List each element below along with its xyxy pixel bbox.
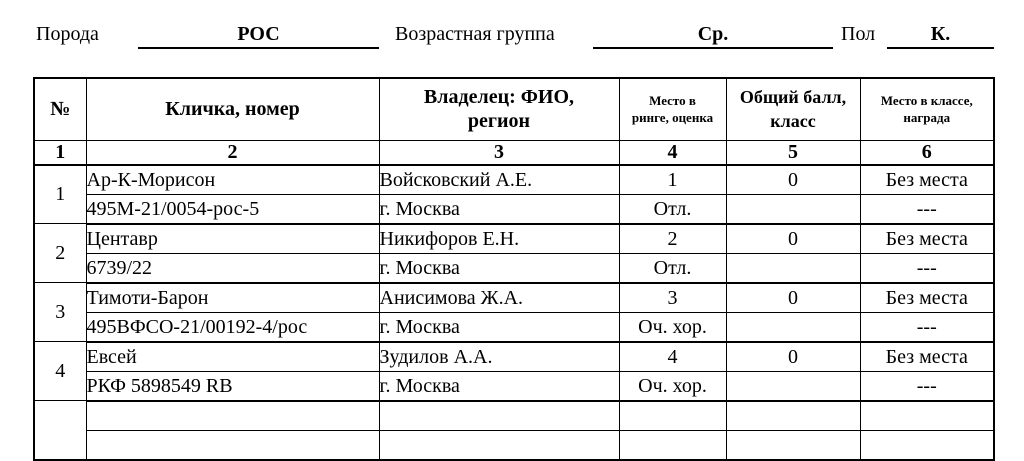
table-row bbox=[34, 283, 994, 313]
row-index: 1 bbox=[34, 165, 86, 224]
table-row bbox=[34, 342, 994, 372]
score-class bbox=[726, 194, 860, 224]
table-row bbox=[34, 253, 994, 283]
col-header-name: Кличка, номер bbox=[86, 78, 379, 140]
table-header-row bbox=[34, 78, 994, 140]
col-header-owner-line1: Владелец: ФИО, bbox=[423, 86, 575, 109]
col-number-5: 5 bbox=[726, 140, 860, 165]
dog-name: Евсей bbox=[86, 342, 379, 372]
empty-cell bbox=[379, 430, 619, 460]
column-number-row bbox=[34, 140, 994, 165]
col-header-class-place-line2: награда bbox=[903, 110, 951, 126]
table-row bbox=[34, 312, 994, 342]
form-header bbox=[0, 22, 1024, 52]
award: --- bbox=[860, 253, 994, 283]
row-index: 3 bbox=[34, 283, 86, 342]
age-group-value: Ср. bbox=[593, 22, 833, 49]
sex-label: Пол bbox=[841, 23, 876, 45]
total-score: 0 bbox=[726, 224, 860, 254]
col-header-score-line2: класс bbox=[770, 111, 816, 132]
empty-cell bbox=[86, 430, 379, 460]
table-row bbox=[34, 371, 994, 401]
owner-region: г. Москва bbox=[379, 194, 619, 224]
empty-cell bbox=[619, 430, 726, 460]
col-header-score bbox=[726, 78, 860, 140]
ring-place: 2 bbox=[619, 224, 726, 254]
ring-rating: Оч. хор. bbox=[619, 312, 726, 342]
col-header-index: № bbox=[34, 78, 86, 140]
col-header-ring-line1: Место в bbox=[649, 93, 696, 109]
owner-name: Анисимова Ж.А. bbox=[379, 283, 619, 313]
ring-rating: Отл. bbox=[619, 194, 726, 224]
score-class bbox=[726, 253, 860, 283]
ring-place: 1 bbox=[619, 165, 726, 195]
award: --- bbox=[860, 312, 994, 342]
empty-cell bbox=[860, 430, 994, 460]
score-class bbox=[726, 371, 860, 401]
class-place: Без места bbox=[860, 342, 994, 372]
age-group-label: Возрастная группа bbox=[395, 23, 555, 45]
dog-number: 495ВФСО-21/00192-4/рос bbox=[86, 312, 379, 342]
ring-place: 4 bbox=[619, 342, 726, 372]
empty-cell bbox=[860, 401, 994, 431]
ring-rating: Оч. хор. bbox=[619, 371, 726, 401]
sex-value: К. bbox=[887, 22, 994, 49]
col-header-owner bbox=[379, 78, 619, 140]
owner-name: Зудилов А.А. bbox=[379, 342, 619, 372]
dog-number: РКФ 5898549 RB bbox=[86, 371, 379, 401]
col-number-2: 2 bbox=[86, 140, 379, 165]
col-header-class-place bbox=[860, 78, 994, 140]
row-index-empty bbox=[34, 401, 86, 460]
class-place: Без места bbox=[860, 283, 994, 313]
dog-number: 6739/22 bbox=[86, 253, 379, 283]
total-score: 0 bbox=[726, 342, 860, 372]
empty-cell bbox=[379, 401, 619, 431]
class-place: Без места bbox=[860, 165, 994, 195]
owner-region: г. Москва bbox=[379, 371, 619, 401]
col-header-ring-line2: ринге, оценка bbox=[631, 110, 714, 126]
empty-cell bbox=[619, 401, 726, 431]
ring-place: 3 bbox=[619, 283, 726, 313]
dog-name: Центавр bbox=[86, 224, 379, 254]
ring-rating: Отл. bbox=[619, 253, 726, 283]
award: --- bbox=[860, 371, 994, 401]
col-number-4: 4 bbox=[619, 140, 726, 165]
dog-name: Ар-К-Морисон bbox=[86, 165, 379, 195]
class-place: Без места bbox=[860, 224, 994, 254]
row-index: 4 bbox=[34, 342, 86, 401]
owner-region: г. Москва bbox=[379, 253, 619, 283]
total-score: 0 bbox=[726, 165, 860, 195]
empty-cell bbox=[726, 430, 860, 460]
award: --- bbox=[860, 194, 994, 224]
col-number-1: 1 bbox=[34, 140, 86, 165]
col-number-6: 6 bbox=[860, 140, 994, 165]
table-row-empty bbox=[34, 430, 994, 460]
col-header-ring bbox=[619, 78, 726, 140]
table-row bbox=[34, 194, 994, 224]
empty-cell bbox=[726, 401, 860, 431]
col-header-class-place-line1: Место в классе, bbox=[880, 93, 973, 109]
table-row-empty bbox=[34, 401, 994, 431]
owner-name: Никифоров Е.Н. bbox=[379, 224, 619, 254]
dog-name: Тимоти-Барон bbox=[86, 283, 379, 313]
breed-label: Порода bbox=[36, 23, 99, 45]
col-header-score-line1: Общий балл, bbox=[739, 87, 847, 108]
owner-name: Войсковский А.Е. bbox=[379, 165, 619, 195]
results-table bbox=[33, 77, 995, 461]
row-index: 2 bbox=[34, 224, 86, 283]
owner-region: г. Москва bbox=[379, 312, 619, 342]
empty-cell bbox=[86, 401, 379, 431]
total-score: 0 bbox=[726, 283, 860, 313]
score-class bbox=[726, 312, 860, 342]
dog-number: 495M-21/0054-рос-5 bbox=[86, 194, 379, 224]
table-row bbox=[34, 165, 994, 195]
breed-value: РОС bbox=[138, 22, 379, 49]
col-header-owner-line2: регион bbox=[467, 110, 531, 133]
table-row bbox=[34, 224, 994, 254]
col-number-3: 3 bbox=[379, 140, 619, 165]
